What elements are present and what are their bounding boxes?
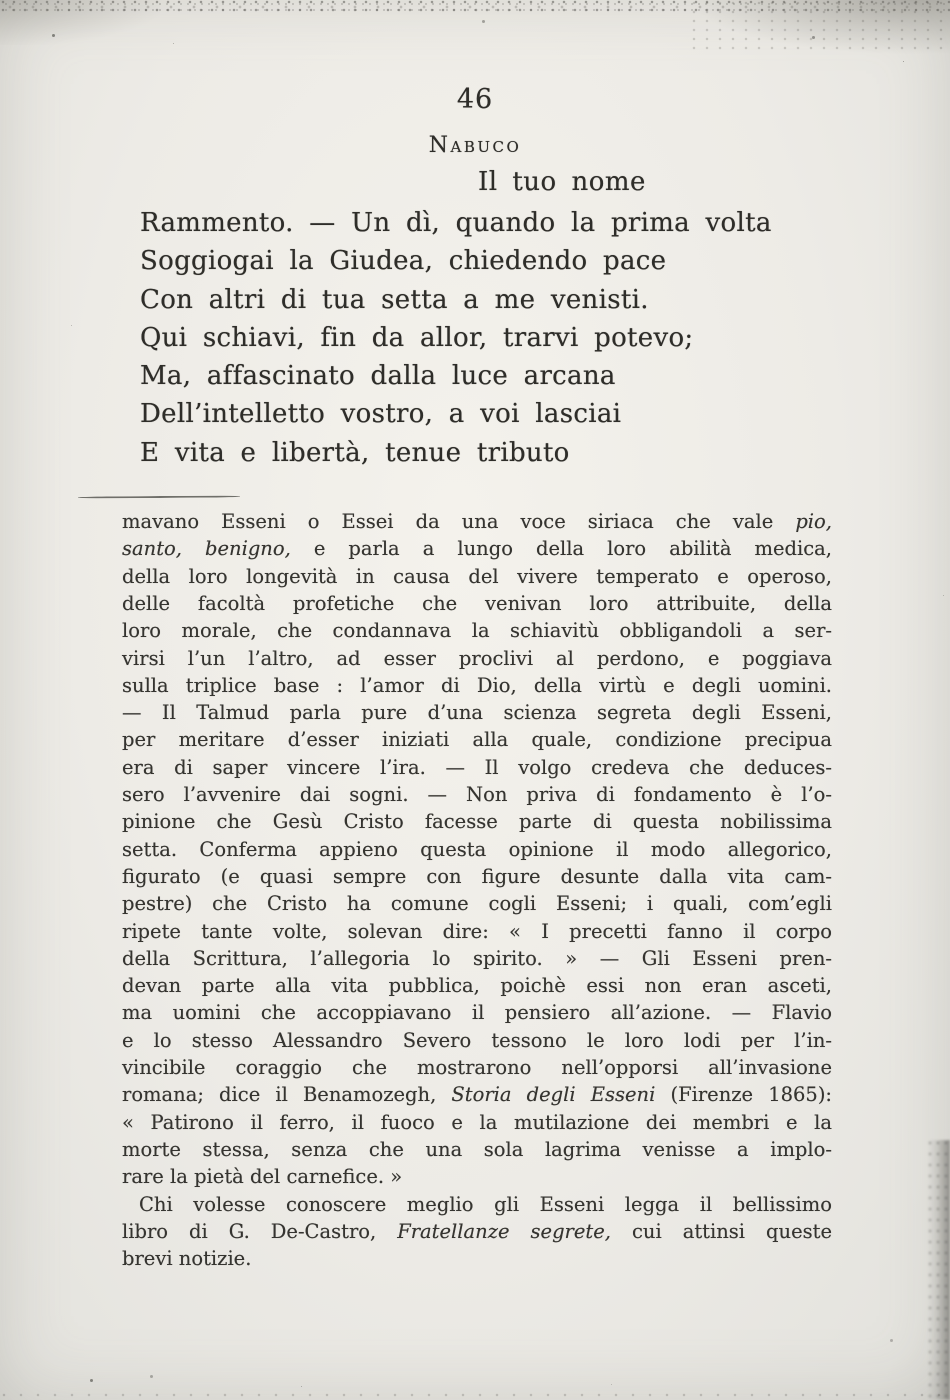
- verse-line: Soggiogai la Giudea, chiedendo pace: [140, 246, 667, 277]
- footnote-line: della loro longevità in causa del vivere temperato e operoso,: [122, 564, 832, 588]
- scan-noise-top-right: [690, 0, 950, 55]
- speaker-heading: Nabuco: [428, 133, 522, 158]
- footnote-line: pinione che Gesù Cristo facesse parte di questa nobilissima: [122, 810, 832, 834]
- footnote-line: morte stessa, senza che una sola lagrima venisse a implo-: [122, 1137, 832, 1161]
- verse-line: Dell’intelletto vostro, a voi lasciai: [140, 399, 622, 430]
- footnote-block: [122, 508, 832, 1272]
- scan-noise-bottom: [0, 1390, 950, 1400]
- footnote-line: virsi l’un l’altro, ad esser proclivi al perdono, e poggiava: [122, 646, 832, 670]
- footnote-line: mavano Esseni o Essei da una voce siriaca che vale pio,: [122, 510, 832, 534]
- footnote-line: loro morale, che condannava la schiavitù obbligandoli a ser-: [122, 619, 832, 643]
- footnote-line: ma uomini che accoppiavano il pensiero all’azione. — Flavio: [122, 1001, 832, 1025]
- footnote-separator: [78, 496, 240, 499]
- footnote-line: vincibile coraggio che mostrarono nell’opporsi all’invasione: [122, 1056, 832, 1080]
- footnote-line: santo, benigno, e parla a lungo della loro abilità medica,: [122, 537, 832, 561]
- footnote-line: della Scrittura, l’allegoria lo spirito. » — Gli Esseni pren-: [122, 946, 832, 970]
- verse-line: Qui schiavi, fin da allor, trarvi potevo;: [140, 322, 694, 353]
- scan-speck: [52, 34, 55, 37]
- footnote-line: Chi volesse conoscere meglio gli Esseni legga il bellissimo: [139, 1192, 832, 1216]
- footnote-line: era di saper vincere l’ira. — Il volgo credeva che deduces-: [122, 755, 832, 779]
- footnote-line: ripete tante volte, solevan dire: « I precetti fanno il corpo: [122, 919, 832, 943]
- scan-edge-streak: [928, 1140, 950, 1400]
- footnote-line: figurato (e quasi sempre con figure desunte dalla vita cam-: [122, 864, 832, 888]
- footnote-line: per meritare d’esser iniziati alla quale, condizione precipua: [122, 728, 832, 752]
- footnote-line: rare la pietà del carnefice. »: [122, 1165, 403, 1189]
- footnote-line: « Patirono il ferro, il fuoco e la mutilazione dei membri e la: [122, 1110, 832, 1134]
- footnote-line: pestre) che Cristo ha comune cogli Esseni; i quali, com’egli: [122, 892, 832, 916]
- footnote-line: sulla triplice base : l’amor di Dio, della virtù e degli uomini.: [122, 673, 832, 697]
- verse-line: Ma, affascinato dalla luce arcana: [140, 361, 616, 392]
- footnote-line: sero l’avvenire dai sogni. — Non priva di fondamento è l’o-: [122, 783, 832, 807]
- footnote-line: setta. Conferma appieno questa opinione il modo allegorico,: [122, 837, 832, 861]
- page-number: 46: [456, 84, 494, 115]
- footnote-line: libro di G. De-Castro, Fratellanze segrete, cui attinsi queste: [122, 1219, 832, 1243]
- scan-noise-top-left: [0, 0, 160, 45]
- footnote-line: brevi notizie.: [122, 1247, 252, 1271]
- verse-line: E vita e libertà, tenue tributo: [140, 437, 570, 468]
- verse-line: Con altri di tua setta a me venisti.: [140, 284, 649, 315]
- footnote-line: e lo stesso Alessandro Severo tessono le loro lodi per l’in-: [122, 1028, 832, 1052]
- verse-block: [140, 204, 780, 472]
- verse-opening-line: Il tuo nome: [478, 167, 646, 197]
- scan-speck: [90, 1379, 93, 1382]
- footnote-line: devan parte alla vita pubblica, poichè essi non eran asceti,: [122, 974, 832, 998]
- footnote-line: delle facoltà profetiche che venivan loro attribuite, della: [122, 591, 832, 615]
- footnote-line: — Il Talmud parla pure d’una scienza segreta degli Esseni,: [122, 701, 832, 725]
- footnote-line: romana; dice il Benamozegh, Storia degli Esseni (Firenze 1865):: [122, 1083, 832, 1107]
- verse-line: Rammento. — Un dì, quando la prima volta: [140, 208, 772, 238]
